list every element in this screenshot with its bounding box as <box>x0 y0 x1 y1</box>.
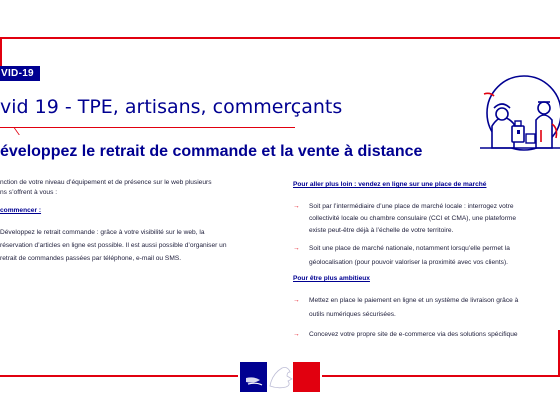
bullet-line: Mettez en place le paiement en ligne et un système de livraison grâce à <box>309 297 519 304</box>
frame-line-bottom-left <box>0 375 238 377</box>
bullet-item <box>293 202 560 236</box>
section-heading-marketplace: Pour aller plus loin : vendez en ligne sur une place de marché <box>293 181 487 188</box>
body-line: réservation d’articles en ligne est possible. Il est aussi possible d’organiser un <box>0 242 227 249</box>
intro-line: ns s’offrent à vous : <box>0 189 58 196</box>
frame-line-bottom-right <box>322 375 560 377</box>
bullet-line: outils numériques sécurisées. <box>309 311 396 318</box>
title-underline-tick <box>13 127 20 135</box>
left-column <box>0 178 270 264</box>
bullet-line: géolocalisation (pour pouvoir valoriser la proximité avec vos clients). <box>309 259 509 266</box>
page-subtitle: éveloppez le retrait de commande et la vente à distance <box>0 143 423 160</box>
right-column <box>293 180 560 340</box>
frame-line-top <box>0 37 560 39</box>
bullet-line: collectivité locale ou chambre consulaire (CCI et CMA), une plateforme <box>309 215 517 222</box>
section-heading-start: commencer : <box>0 207 42 214</box>
bullet-line: existe peut-être déjà à l’échelle de votre territoire. <box>309 227 454 234</box>
arrow-icon: → <box>293 245 300 252</box>
bullet-item <box>293 296 560 320</box>
body-line: Développez le retrait commande : grâce à votre visibilité sur le web, la <box>0 229 205 236</box>
bullet-line: Soit par l’intermédiaire d’une place de marché locale : interrogez votre <box>309 203 514 210</box>
bullet-item <box>293 244 560 268</box>
intro-line: nction de votre niveau d’équipement et de présence sur le web plusieurs <box>0 179 212 186</box>
body-line: retrait de commandes passées par téléphone, e-mail ou SMS. <box>0 255 182 262</box>
bullet-line: Concevez votre propre site de e-commerce via des solutions spécifique <box>309 331 518 338</box>
page-title: vid 19 - TPE, artisans, commerçants <box>0 96 343 118</box>
arrow-icon: → <box>293 297 300 304</box>
arrow-icon: → <box>293 331 300 338</box>
marianne-logo-icon <box>240 362 320 392</box>
shopping-people-illustration-icon <box>478 70 560 156</box>
covid-badge: VID-19 <box>0 66 40 81</box>
arrow-icon: → <box>293 203 300 210</box>
section-heading-ambitious: Pour être plus ambitieux <box>293 275 370 282</box>
title-underline <box>0 127 295 128</box>
bullet-item <box>293 330 560 340</box>
bullet-line: Soit une place de marché nationale, notamment lorsqu’elle permet la <box>309 245 510 252</box>
